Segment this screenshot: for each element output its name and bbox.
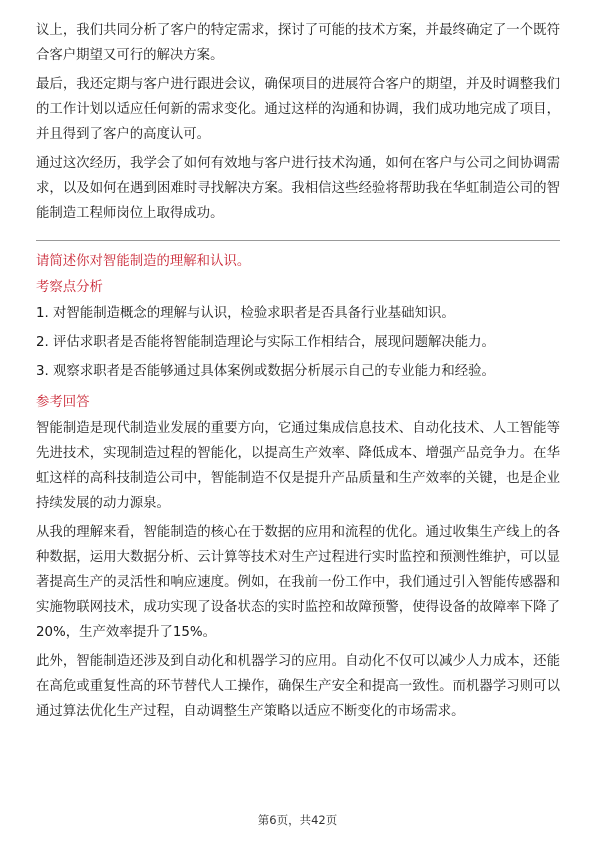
document-page xyxy=(36,18,560,724)
analysis-item-1: 1. 对智能制造概念的理解与认识，检验求职者是否具备行业基础知识。 xyxy=(36,306,455,321)
analysis-item-3: 3. 观察求职者是否能够通过具体案例或数据分析展示自己的专业能力和经验。 xyxy=(36,364,495,379)
intro-paragraph-3: 通过这次经历，我学会了如何有效地与客户进行技术沟通，如何在客户与公司之间协调需求，以及如何在遇到困难时寻找解决方案。我相信这些经验将帮助我在华虹制造公司的智能制造工程师岗位上取得成功。 xyxy=(36,156,560,221)
question-heading: 请简述你对智能制造的理解和认识。 xyxy=(36,254,251,269)
answer-heading: 参考回答 xyxy=(36,395,90,410)
answer-paragraph-2: 从我的理解来看，智能制造的核心在于数据的应用和流程的优化。通过收集生产线上的各种数据，运用大数据分析、云计算等技术对生产过程进行实时监控和预测性维护，可以显著提高生产的灵活性和响应速度。例如，在我前一份工作中，我们通过引入智能传感器和实施物联网技术，成功实现了设备状态的实时监控和故障预警，使得设备的故障率下降了20%，生产效率提升了15%。 xyxy=(36,525,560,640)
analysis-heading: 考察点分析 xyxy=(36,280,103,295)
answer-paragraph-1: 智能制造是现代制造业发展的重要方向，它通过集成信息技术、自动化技术、人工智能等先进技术，实现制造过程的智能化，以提高生产效率、降低成本、增强产品竞争力。在华虹这样的高科技制造公司中，智能制造不仅是提升产品质量和生产效率的关键，也是企业持续发展的动力源泉。 xyxy=(36,421,560,511)
intro-paragraph-1: 议上，我们共同分析了客户的特定需求，探讨了可能的技术方案，并最终确定了一个既符合客户期望又可行的解决方案。 xyxy=(36,23,560,63)
section-divider xyxy=(36,240,560,241)
analysis-item-2: 2. 评估求职者是否能将智能制造理论与实际工作相结合，展现问题解决能力。 xyxy=(36,335,495,350)
answer-paragraph-3: 此外，智能制造还涉及到自动化和机器学习的应用。自动化不仅可以减少人力成本，还能在高危或重复性高的环节替代人工操作，确保生产安全和提高一致性。而机器学习则可以通过算法优化生产过程，自动调整生产策略以适应不断变化的市场需求。 xyxy=(36,654,560,719)
page-number: 第6页，共42页 xyxy=(257,813,338,827)
intro-paragraph-2: 最后，我还定期与客户进行跟进会议，确保项目的进展符合客户的期望，并及时调整我们的工作计划以适应任何新的需求变化。通过这样的沟通和协调，我们成功地完成了项目，并且得到了客户的高度认可。 xyxy=(36,77,560,142)
